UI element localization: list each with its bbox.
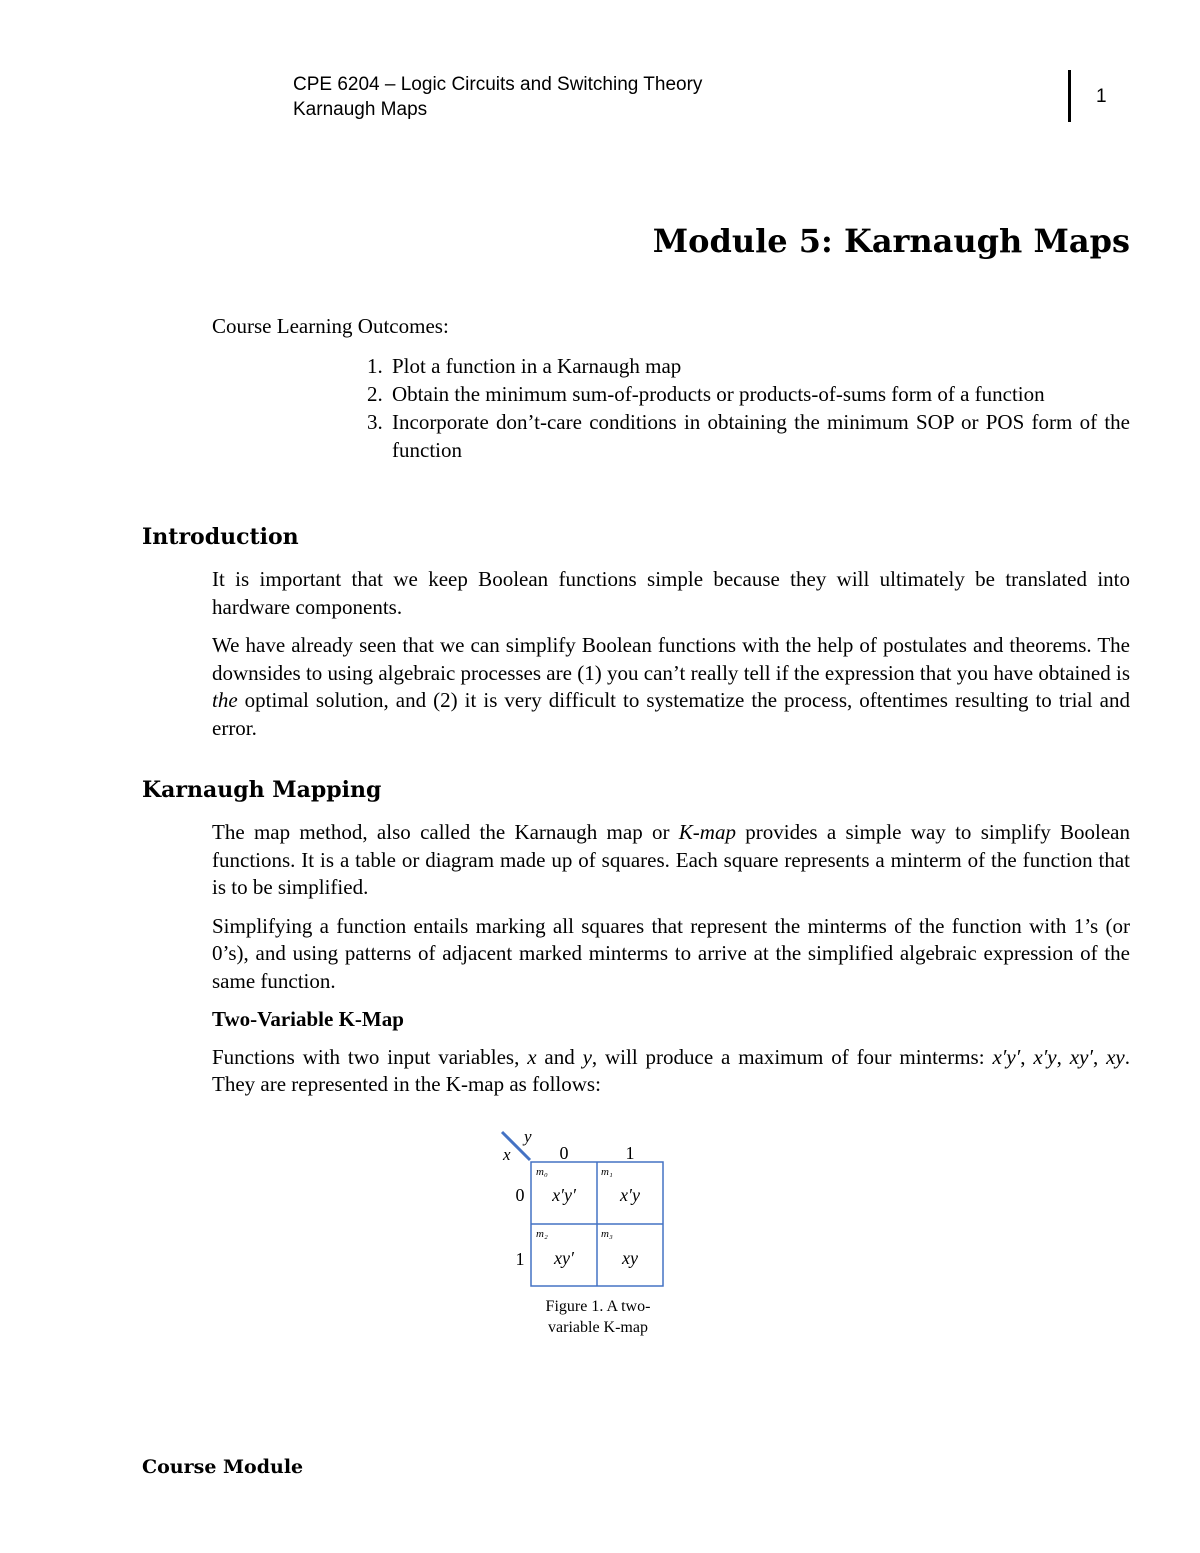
figure-caption: Figure 1. A two-variable K-map <box>545 1298 651 1336</box>
header-divider <box>1068 70 1071 122</box>
kmap-cell-minterm: m₀ <box>536 1166 548 1178</box>
math-term: xy <box>1106 1044 1125 1069</box>
learning-outcomes <box>212 312 1130 464</box>
text-run: Functions with two input variables, <box>212 1044 528 1069</box>
text-run: , <box>1093 1044 1107 1069</box>
outcome-item: 1. Plot a function in a Karnaugh map <box>388 352 1130 380</box>
text-run: , <box>1056 1044 1070 1069</box>
karnaugh-mapping-heading: Karnaugh Mapping <box>142 777 382 803</box>
paragraph <box>212 1044 1130 1099</box>
math-term: x′y <box>1033 1044 1057 1069</box>
karnaugh-mapping-body <box>212 819 1130 1110</box>
math-term: x′y′ <box>992 1044 1021 1069</box>
kmap-cell-term: x′y <box>620 1185 640 1205</box>
page-number: 1 <box>1096 86 1107 107</box>
kmap-col-var: y <box>524 1127 532 1146</box>
paragraph <box>212 632 1130 742</box>
outcome-item: 3. Incorporate don’t-care conditions in obtaining the minimum SOP or POS form of the function <box>388 408 1130 464</box>
text-run: and <box>536 1044 583 1069</box>
introduction-body <box>212 566 1130 753</box>
text-run: . They are represented in the K-map as follows: <box>212 1044 1131 1096</box>
emphasis: K-map <box>678 820 736 844</box>
kmap-row-label: 0 <box>515 1185 525 1205</box>
text-run: , <box>1020 1044 1034 1069</box>
kmap-cell-minterm: m₃ <box>601 1228 613 1240</box>
page-footer: Course Module <box>142 1456 304 1478</box>
introduction-heading: Introduction <box>142 524 299 550</box>
kmap-col-label: 0 <box>559 1143 569 1163</box>
text-run: optimal solution, and (2) it is very difficult to systematize the process, oftentimes resulting to trial and error. <box>212 688 1130 740</box>
kmap-row-var: x <box>503 1145 511 1164</box>
emphasis: the <box>212 688 238 712</box>
page-header <box>293 72 702 122</box>
header-topic: Karnaugh Maps <box>293 99 428 120</box>
kmap-cell-minterm: m₁ <box>601 1166 613 1178</box>
two-variable-heading: Two-Variable K-Map <box>212 1007 404 1031</box>
math-var: x <box>527 1044 537 1069</box>
text-run: The map method, also called the Karnaugh map or <box>212 820 679 844</box>
math-term: xy′ <box>1069 1044 1093 1069</box>
outcome-item: 2. Obtain the minimum sum-of-products or products-of-sums form of a function <box>388 380 1130 408</box>
paragraph: It is important that we keep Boolean functions simple because they will ultimately be translated into hardware components. <box>212 567 1130 619</box>
kmap-cell-term: xy′ <box>554 1248 574 1268</box>
module-title: Module 5: Karnaugh Maps <box>652 222 1130 260</box>
text-run: , will produce a maximum of four minterms: <box>591 1044 993 1069</box>
text-run: provides a simple way to simplify Boolean functions. It is a table or diagram made up of squares. Each square represents a minterm of the function that is to be simplified. <box>212 820 1130 899</box>
paragraph: Simplifying a function entails marking all squares that represent the minterms of the function with 1’s (or 0’s), and using patterns of adjacent marked minterms to arrive at the simplified algebraic expression of the same function. <box>212 913 1130 993</box>
kmap-col-label: 1 <box>625 1143 635 1163</box>
kmap-figure <box>490 1126 690 1296</box>
paragraph <box>212 819 1130 902</box>
kmap-row-label: 1 <box>515 1249 525 1269</box>
kmap-cell-minterm: m₂ <box>536 1228 548 1240</box>
outcomes-heading: Course Learning Outcomes: <box>212 314 449 338</box>
outcomes-list <box>212 352 1130 464</box>
math-var: y <box>582 1044 592 1069</box>
kmap-diagram <box>490 1126 690 1296</box>
course-title: CPE 6204 – Logic Circuits and Switching Theory <box>293 74 703 95</box>
kmap-cell-term: x′y′ <box>552 1185 576 1205</box>
text-run: We have already seen that we can simplify Boolean functions with the help of postulates and theorems. The downsides to using algebraic processes are (1) you can’t really tell if the expression that you have obtained is <box>212 633 1130 685</box>
kmap-cell-term: xy <box>622 1248 638 1268</box>
